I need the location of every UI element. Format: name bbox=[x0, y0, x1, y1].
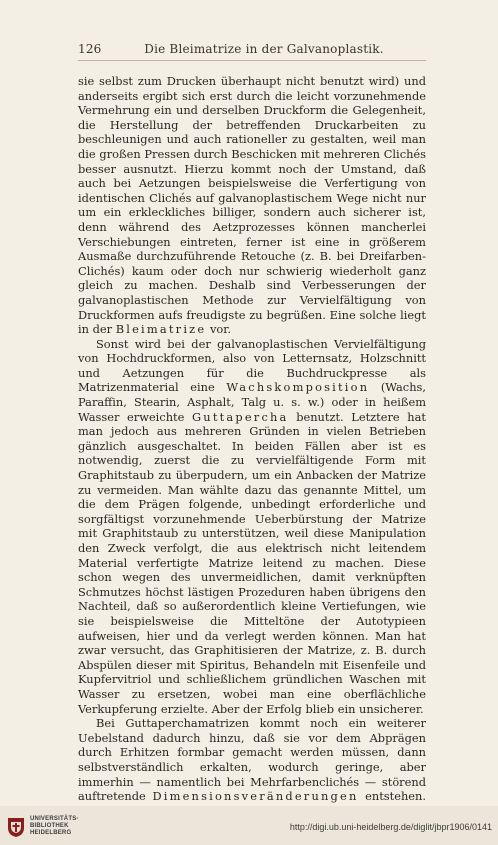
running-title: Die Bleimatrize in der Galvanoplastik. bbox=[144, 42, 384, 56]
page-number: 126 bbox=[78, 42, 102, 56]
paragraph-2: Sonst wird bei der galvanoplastischen Vervielfältigung von Hochdruckformen, also von Letternsatz, Holzschnitt und Aetzungen für die Buchdruckpresse als Matrizenmaterial eine Wachskomposition (Wachs, Paraffin, Stearin, Asphalt, Talg u. s. w.) oder in heißem Wasser erweichte Guttapercha benutzt. Letztere hat man jedoch aus mehreren Gründen in vielen Betrieben gänzlich ausgeschaltet. In beiden Fällen aber ist es notwendig, zuerst die zu vervielfältigende Form mit Graphitstaub zu überpudern, um ein Anbacken der Matrize zu vermeiden. Man wählte dazu das genannte Mittel, um die dem Prägen folgende, unbedingt erforderliche und sorgfältigst vorzunehmende Ueberbürstung der Matrize mit Graphitstaub zu unterstützen, weil diese Manipulation den Zweck verfolgt, die aus elektrisch nicht leitendem Material verfertigte Matrize leitend zu machen. Diese schon wegen des unvermeidlichen, damit verknüpften Schmutzes höchst lästigen Prozeduren haben übrigens den Nachteil, daß so außerordentlich kleine Vertiefungen, wie sie beispielsweise die Mitteltöne der Autotypieen aufweisen, hier und da verlegt werden können. Man hat zwar versucht, das Graphitisieren der Matrize, z. B. durch Abspülen dieser mit Spiritus, Behandeln mit Eisenfeile und Kupfervitriol und schließlichem gründlichen Waschen mit Wasser zu ersetzen, wobei man eine oberflächliche Verkupferung erzielte. Aber der Erfolg blieb ein unsicherer. bbox=[78, 336, 426, 716]
library-label: UNIVERSITÄTS- BIBLIOTHEK HEIDELBERG bbox=[30, 816, 79, 836]
spaced-term-guttapercha: Guttapercha bbox=[191, 409, 289, 424]
spaced-term-bleimatrize: Bleimatrize bbox=[115, 322, 207, 337]
header-rule bbox=[78, 60, 426, 61]
paragraph-1: sie selbst zum Drucken überhaupt nicht benutzt wird) und anderseits ergibt sich erst durch die leicht vorzunehmende Vermehrung ein und derselben Druckform die Gelegenheit, die Herstellung der betreffenden Druckarbeiten zu beschleunigen und auch rationeller zu gestalten, weil man die großen Pressen durch Beschicken mit mehreren Clichés besser ausnutzt. Hierzu kommt noch der Umstand, daß auch bei Aetzungen beispielsweise die Verfertigung von identischen Clichés auf galvanoplastischem Wege nicht nur um ein erkleckliches billiger, sondern auch sicherer ist, denn während des Aetzprozesses können mancherlei Verschiebungen eintreten, ferner ist eine in größerem Ausmaße durchzuführende Retouche (z. B. bei Dreifarben-Clichés) kaum oder doch nur schwierig wiederholt ganz gleich zu machen. Deshalb sind Verbesserungen der galvanoplastischen Methode zur Vervielfältigung von Druckformen aufs freudigste zu begrüßen. Eine solche liegt in der Bleimatrize vor. bbox=[78, 74, 426, 337]
spaced-term-dimensionsveraenderungen: Dimensionsveränderungen bbox=[152, 789, 359, 804]
digitization-footer bbox=[0, 806, 498, 845]
university-seal-icon bbox=[6, 816, 26, 838]
spaced-term-wachskomposition: Wachskomposition bbox=[226, 380, 370, 395]
body-text bbox=[78, 74, 426, 818]
source-url-link[interactable]: http://digi.ub.uni-heidelberg.de/diglit/jbpr1906/0141 bbox=[289, 822, 492, 832]
paragraph-3: Bei Guttaperchamatrizen kommt noch ein weiterer Uebelstand dadurch hinzu, daß sie vor dem Abprägen durch Erhitzen formbar gemacht werden müssen, dann selbstverständlich erkalten, wodurch geringe, aber immerhin — namentlich bei Mehrfarbenclichés — störend auftretende Dimensionsveränderungen entstehen. bbox=[78, 716, 426, 804]
